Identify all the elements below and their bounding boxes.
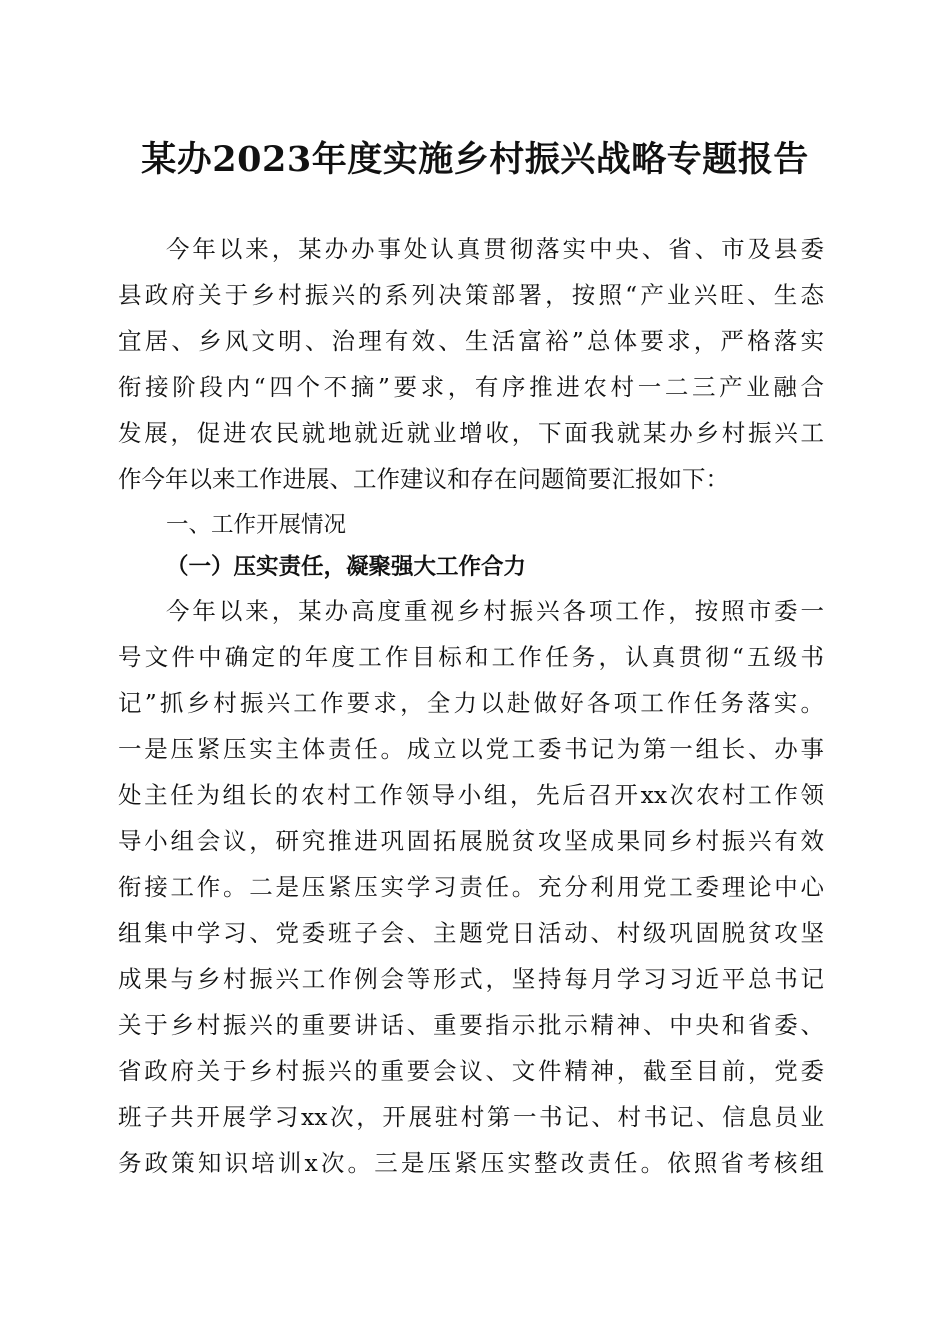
paragraph-line: 记”抓乡村振兴工作要求，全力以赴做好各项工作任务落实。 <box>118 689 824 717</box>
paragraph-line: 发展，促进农民就地就近就业增收，下面我就某办乡村振兴工 <box>118 419 824 447</box>
paragraph-line: 今年以来，某办办事处认真贯彻落实中央、省、市及县委 <box>166 235 824 263</box>
subsection-heading: （一）压实责任，凝聚强大工作合力 <box>166 554 527 580</box>
paragraph-line: 务政策知识培训x次。三是压紧压实整改责任。依照省考核组 <box>118 1149 824 1177</box>
paragraph-line: 班子共开展学习xx次，开展驻村第一书记、村书记、信息员业 <box>118 1103 824 1131</box>
paragraph-line: 关于乡村振兴的重要讲话、重要指示批示精神、中央和省委、 <box>118 1011 824 1039</box>
paragraph-line: 今年以来，某办高度重视乡村振兴各项工作，按照市委一 <box>166 597 824 625</box>
paragraph-line: 号文件中确定的年度工作目标和工作任务，认真贯彻“五级书 <box>118 643 824 671</box>
paragraph-line: 省政府关于乡村振兴的重要会议、文件精神，截至目前，党委 <box>118 1057 824 1085</box>
paragraph-line: 一是压紧压实主体责任。成立以党工委书记为第一组长、办事 <box>118 735 824 763</box>
paragraph-line: 衔接阶段内“四个不摘”要求，有序推进农村一二三产业融合 <box>118 373 824 401</box>
paragraph-line: 成果与乡村振兴工作例会等形式，坚持每月学习习近平总书记 <box>118 965 824 993</box>
paragraph-line: 导小组会议，研究推进巩固拓展脱贫攻坚成果同乡村振兴有效 <box>118 827 824 855</box>
document-title: 某办2023年度实施乡村振兴战略专题报告 <box>141 139 809 180</box>
paragraph-line: 组集中学习、党委班子会、主题党日活动、村级巩固脱贫攻坚 <box>118 919 824 947</box>
paragraph-line: 县政府关于乡村振兴的系列决策部署，按照“产业兴旺、生态 <box>118 281 824 309</box>
paragraph-line: 宜居、乡风文明、治理有效、生活富裕”总体要求，严格落实 <box>118 327 824 355</box>
paragraph-line: 处主任为组长的农村工作领导小组，先后召开xx次农村工作领 <box>118 781 824 809</box>
paragraph-line: 作今年以来工作进展、工作建议和存在问题简要汇报如下： <box>118 465 729 493</box>
section-heading: 一、工作开展情况 <box>166 512 347 538</box>
paragraph-line: 衔接工作。二是压紧压实学习责任。充分利用党工委理论中心 <box>118 873 824 901</box>
